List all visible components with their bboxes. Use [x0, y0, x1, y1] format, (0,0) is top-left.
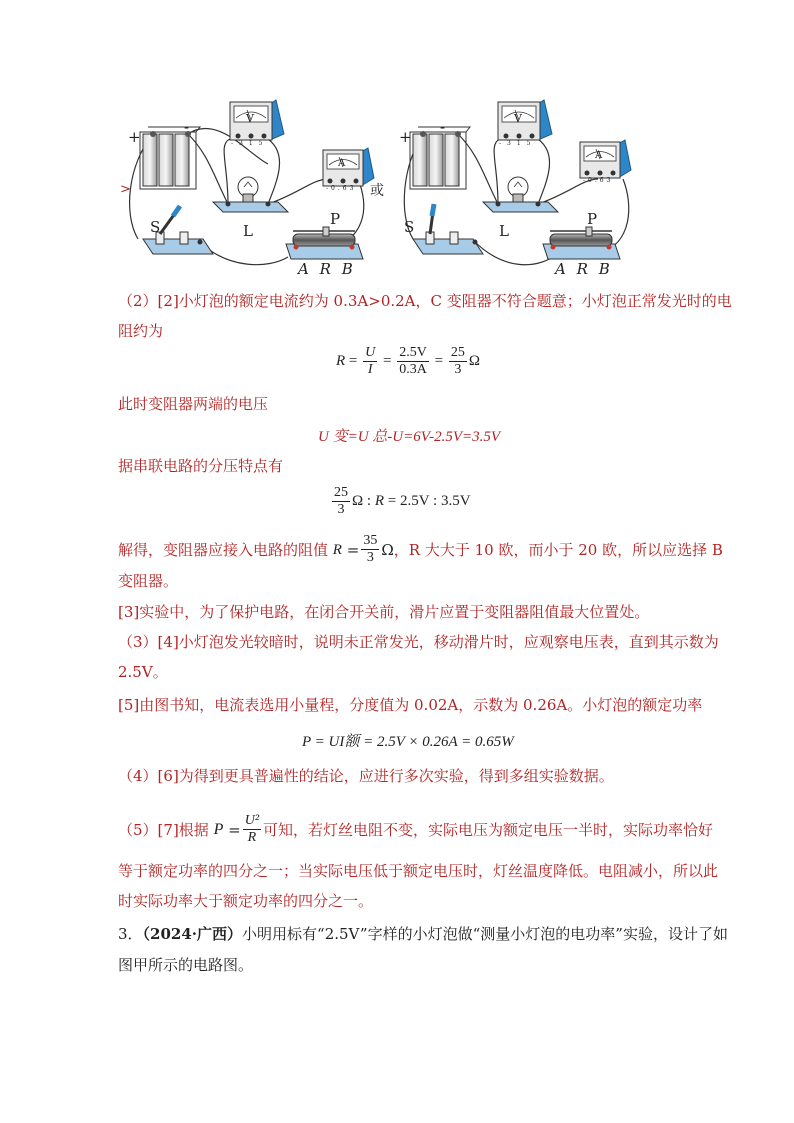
solve-line2: 变阻器。 — [118, 572, 179, 590]
lamp-label-left: L — [243, 222, 253, 240]
section3-line1: （3）[4]小灯泡发光较暗时，说明未正常发光，移动滑片时，应观察电压表，直到其示数为 — [118, 633, 719, 651]
rheostat-terminals-left: A R B — [298, 260, 356, 278]
voltmeter-scale-right: -315 — [499, 140, 537, 147]
section5-line1: （5）[7]根据 P = $\frac{\text{U²}}{R}$ 可知，若灯丝电阻不变，实际电压为额定电压一半时，实际功率恰好 — [118, 813, 714, 845]
figure-marker: > — [120, 182, 131, 197]
minus-sign-right: - — [440, 118, 446, 136]
rheostat-right — [543, 227, 620, 259]
question3-line2: 图甲所示的电路图。 — [118, 956, 254, 974]
switch-label-right: S — [404, 218, 415, 236]
section5-line2: 等于额定功率的四分之一；当实际电压低于额定电压时，灯丝温度降低。电阻减小，所以此 — [118, 862, 719, 880]
switch-label-left: S — [150, 218, 161, 236]
rheostat-terminals-right: A R B — [555, 260, 613, 278]
series-text: 据串联电路的分压特点有 — [118, 457, 284, 475]
section2-line2: 阻约为 — [118, 322, 164, 340]
circuit-figure — [118, 94, 638, 284]
ammeter-scale-right: -0.63 — [583, 177, 614, 184]
lamp-right — [483, 177, 558, 212]
power-equation: P = UI额 = 2.5V × 0.26A = 0.65W — [302, 734, 514, 750]
ammeter-left — [323, 148, 374, 186]
ammeter-scale-left: -0.63 — [326, 185, 357, 192]
resistance-equation: R = $\frac{U}{I}$ = $\frac{2.5V}{0.3A}$ = $\frac{25}{3}$ Ω — [336, 345, 480, 377]
section4-line1: （4）[6]为得到更具普遍性的结论，应进行多次实验，得到多组实验数据。 — [118, 767, 614, 785]
plus-sign-right: + — [399, 128, 412, 146]
solve-line: 解得，变阻器应接入电路的阻值 R = $\frac{35}{3}$ Ω ，R 大大于 10 欧，而小于 20 欧，所以应选择 B — [118, 533, 723, 565]
lamp-label-right: L — [499, 222, 509, 240]
section2-line1: （2）[2]小灯泡的额定电流约为 0.3A>0.2A，C 变阻器不符合题意；小灯泡正常发光时的电 — [118, 292, 732, 310]
voltmeter-right — [498, 100, 552, 140]
item3-text: [3]实验中，为了保护电路，在闭合开关前，滑片应置于变阻器阻值最大位置处。 — [118, 603, 650, 621]
rheostat-label-right: P — [587, 210, 598, 228]
rheostat-left — [286, 227, 363, 259]
lamp-left — [213, 177, 288, 212]
switch-right — [413, 204, 483, 254]
voltage-equation: U 变=U 总-U=6V-2.5V=3.5V — [318, 429, 501, 445]
voltmeter-left — [230, 100, 284, 140]
voltmeter-scale-left: -315 — [231, 140, 269, 147]
plus-sign-left: + — [128, 128, 141, 146]
ammeter-letter-right: A — [595, 150, 603, 161]
or-label: 或 — [370, 183, 384, 199]
voltmeter-letter-left: V — [246, 112, 254, 125]
section3-line2: 2.5V。 — [118, 663, 168, 681]
voltage-text: 此时变阻器两端的电压 — [118, 395, 269, 413]
ammeter-right — [580, 140, 631, 178]
minus-sign-left: - — [184, 118, 190, 136]
ammeter-letter-left: A — [338, 158, 346, 169]
voltmeter-letter-right: V — [514, 112, 522, 125]
item5-text: [5]由图书知，电流表选用小量程，分度值为 0.02A，示数为 0.26A。小灯泡的额定功率 — [118, 696, 703, 714]
section5-line3: 时实际功率大于额定功率的四分之一。 — [118, 892, 374, 910]
ratio-equation: $\frac{25}{3}$ Ω : R = 2.5V : 3.5V — [334, 485, 471, 517]
rheostat-label-left: P — [330, 210, 341, 228]
question3-line1: 3．（2024·广西）小明用标有“2.5V”字样的小灯泡做“测量小灯泡的电功率”实验，设计了如 — [118, 925, 728, 943]
